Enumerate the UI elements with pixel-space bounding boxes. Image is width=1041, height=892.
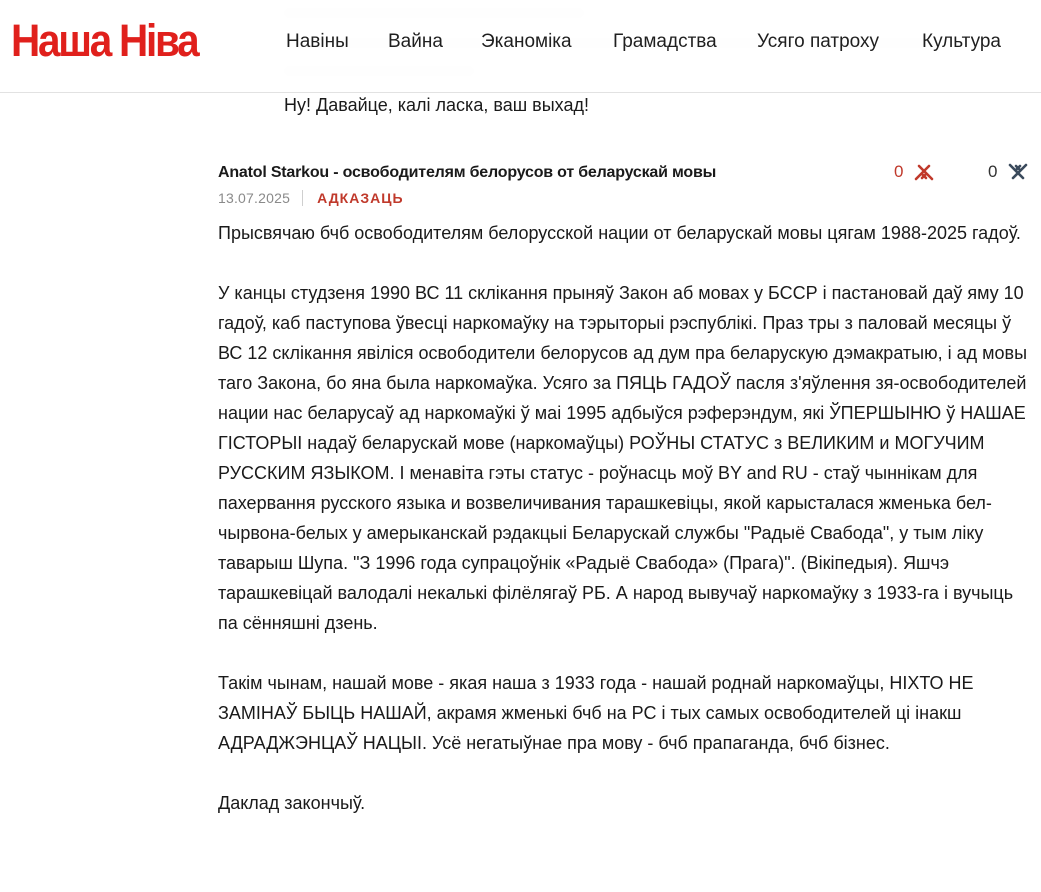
nav-item-hramadstva[interactable]: Грамадства xyxy=(613,31,717,52)
meta-divider xyxy=(302,190,303,206)
nav-item-naviny[interactable]: Навіны xyxy=(286,31,349,52)
comment-body xyxy=(218,218,1033,818)
comment-header xyxy=(218,160,1033,186)
crossed-arrows-down-icon xyxy=(1007,162,1029,182)
nav-item-usiaho-patrokhu[interactable]: Усяго патроху xyxy=(757,31,880,52)
upvote-button[interactable] xyxy=(894,160,935,184)
comment-date: 13.07.2025 xyxy=(218,190,291,206)
crossed-arrows-up-icon xyxy=(913,162,935,182)
main-nav xyxy=(0,29,1041,55)
nav-item-vaina[interactable]: Вайна xyxy=(388,31,443,52)
previous-comment-text: Ну! Давайце, калі ласка, ваш выхад! xyxy=(284,95,589,115)
site-header xyxy=(0,0,1041,93)
reply-button[interactable]: АДКАЗАЦЬ xyxy=(317,190,404,206)
nav-item-kultura[interactable]: Культура xyxy=(922,31,1001,52)
comment-paragraph: У канцы студзеня 1990 ВС 11 склікання прыняў Закон аб мовах у БССР і пастановай даў яму 10 гадоў, каб паступова ўвесці наркомаўку на тэрыторыі рэспублікі. Праз тры з паловай месяцы ў ВС 12 склікання явіліся освободители белорусов ад дум пра беларускую дэмакратыю, і ад мовы таго Закона, бо яна была наркомаўка. Усяго за ПЯЦЬ ГАДОЎ пасля з'яўлення зя-освободителей нации нас беларусаў ад наркомаўкі ў маі 1995 адбыўся рэферэндум, які ЎПЕРШЫНЮ ў НАШАЕ ГІСТОРЫІ надаў беларускай мове (наркомаўцы) РОЎНЫ СТАТУС з ВЕЛИКИМ и МОГУЧИМ РУССКИМ ЯЗЫКОМ. І менавіта гэты статус - роўнасць моў BY and RU - стаў чыннікам для пахервання русского языка и возвеличивания тарашкевіцы, якой карысталася жменька бел-чырвона-белых у амерыканскай рэдакцыі Беларускай службы "Радыё Свабода", у тым ліку таварыш Шупа. "З 1996 года супрацоўнік «Радыё Свабода» (Прага)". (Вікіпедыя). Яшчэ тарашкевіцай валодалі некалькі філёлягаў РБ. А народ вывучаў наркомаўку з 1933-га і вучыць па сённяшні дзень. xyxy=(218,283,1028,633)
site-logo[interactable]: Наша Ніва xyxy=(11,15,198,66)
comment-title: Anatol Starkou - освободителям белорусов от беларускай мовы xyxy=(218,164,717,181)
nav-item-ekanomika[interactable]: Эканоміка xyxy=(481,31,572,52)
comment xyxy=(218,160,1033,848)
comment-paragraph: Даклад закончыў. xyxy=(218,793,366,813)
downvote-count: 0 xyxy=(988,162,998,181)
comment-meta xyxy=(218,186,1033,210)
downvote-button[interactable] xyxy=(988,160,1029,184)
comment-paragraph: Прысвячаю бчб освободителям белорусской нации от беларускай мовы цягам 1988-2025 гадоў. xyxy=(218,223,1021,243)
comment-paragraph: Такім чынам, нашай мове - якая наша з 1933 года - нашай роднай наркомаўцы, НІХТО НЕ ЗАМІНАЎ БЫЦЬ НАШАЙ, акрамя жменькі бчб на РС і тых самых освободителей ці інакш АДРАДЖЭНЦАЎ НАЦЫІ. Усё негатыўнае пра мову - бчб прапаганда, бчб бізнес. xyxy=(218,673,974,753)
upvote-count: 0 xyxy=(894,162,904,181)
